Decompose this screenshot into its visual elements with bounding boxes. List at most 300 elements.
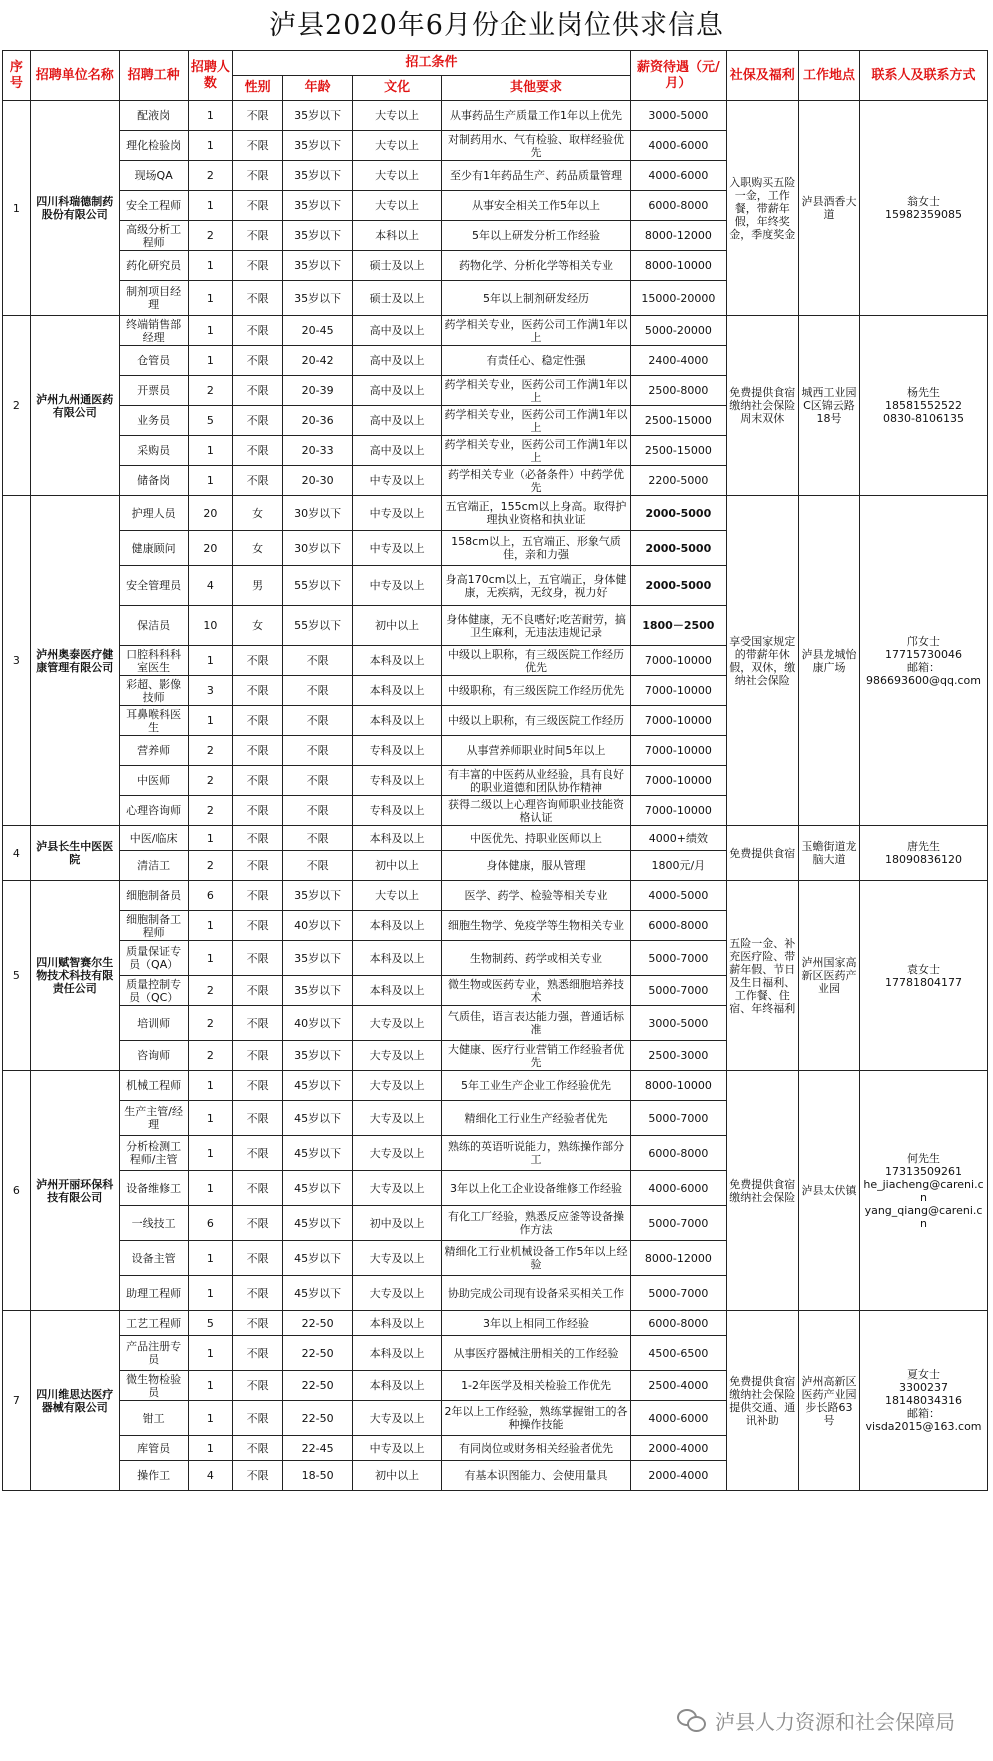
job-cell: 分析检测工程师/主管 bbox=[119, 1136, 188, 1171]
job-cell: 库管员 bbox=[119, 1436, 188, 1461]
edu-cell: 初中以上 bbox=[353, 1461, 442, 1491]
count-cell: 1 bbox=[188, 1171, 232, 1206]
count-cell: 2 bbox=[188, 796, 232, 826]
header-company: 招聘单位名称 bbox=[30, 51, 119, 101]
benefits-cell: 免费提供食宿 缴纳社会保险 bbox=[726, 1071, 798, 1311]
salary-cell: 15000-20000 bbox=[631, 281, 727, 316]
job-cell: 微生物检验员 bbox=[119, 1371, 188, 1401]
edu-cell: 本科及以上 bbox=[353, 1336, 442, 1371]
count-cell: 1 bbox=[188, 941, 232, 976]
location-cell: 玉蟾街道龙脑大道 bbox=[798, 826, 859, 881]
age-cell: 不限 bbox=[283, 826, 353, 851]
count-cell: 1 bbox=[188, 1336, 232, 1371]
age-cell: 20-30 bbox=[283, 466, 353, 496]
company-cell: 泸州开丽环保科技有限公司 bbox=[30, 1071, 119, 1311]
gender-cell: 女 bbox=[233, 606, 283, 646]
job-cell: 业务员 bbox=[119, 406, 188, 436]
seq-cell: 3 bbox=[3, 496, 31, 826]
job-cell: 配液岗 bbox=[119, 101, 188, 131]
edu-cell: 本科及以上 bbox=[353, 646, 442, 676]
requirement-cell: 精细化工行业机械设备工作5年以上经验 bbox=[442, 1241, 631, 1276]
gender-cell: 不限 bbox=[233, 1311, 283, 1336]
salary-cell: 2000-5000 bbox=[631, 566, 727, 606]
edu-cell: 大专以上 bbox=[353, 881, 442, 911]
salary-cell: 8000-10000 bbox=[631, 251, 727, 281]
job-cell: 细胞制备工程师 bbox=[119, 911, 188, 941]
job-cell: 终端销售部经理 bbox=[119, 316, 188, 346]
count-cell: 1 bbox=[188, 251, 232, 281]
benefits-cell: 享受国家规定的带薪年休假，双休，缴纳社会保险 bbox=[726, 496, 798, 826]
age-cell: 22-50 bbox=[283, 1336, 353, 1371]
requirement-cell: 气质佳，语言表达能力强，普通话标准 bbox=[442, 1006, 631, 1041]
job-cell: 仓管员 bbox=[119, 346, 188, 376]
edu-cell: 本科及以上 bbox=[353, 826, 442, 851]
age-cell: 40岁以下 bbox=[283, 1006, 353, 1041]
salary-cell: 7000-10000 bbox=[631, 706, 727, 736]
edu-cell: 大专以上 bbox=[353, 191, 442, 221]
salary-cell: 7000-10000 bbox=[631, 736, 727, 766]
gender-cell: 不限 bbox=[233, 706, 283, 736]
count-cell: 2 bbox=[188, 766, 232, 796]
edu-cell: 高中及以上 bbox=[353, 406, 442, 436]
requirement-cell: 3年以上化工企业设备维修工作经验 bbox=[442, 1171, 631, 1206]
gender-cell: 不限 bbox=[233, 1136, 283, 1171]
job-cell: 口腔科科科室医生 bbox=[119, 646, 188, 676]
age-cell: 45岁以下 bbox=[283, 1171, 353, 1206]
salary-cell: 2000-5000 bbox=[631, 496, 727, 531]
requirement-cell: 药学相关专业，医药公司工作满1年以上 bbox=[442, 436, 631, 466]
salary-cell: 2000-4000 bbox=[631, 1436, 727, 1461]
edu-cell: 大专以上 bbox=[353, 131, 442, 161]
requirement-cell: 大健康、医疗行业营销工作经验者优先 bbox=[442, 1041, 631, 1071]
salary-cell: 8000-10000 bbox=[631, 1071, 727, 1101]
age-cell: 22-50 bbox=[283, 1371, 353, 1401]
gender-cell: 不限 bbox=[233, 1371, 283, 1401]
age-cell: 35岁以下 bbox=[283, 251, 353, 281]
job-cell: 彩超、影像技师 bbox=[119, 676, 188, 706]
edu-cell: 高中及以上 bbox=[353, 316, 442, 346]
count-cell: 2 bbox=[188, 1006, 232, 1041]
job-cell: 质量保证专员（QA） bbox=[119, 941, 188, 976]
salary-cell: 4000-6000 bbox=[631, 1171, 727, 1206]
edu-cell: 初中及以上 bbox=[353, 1206, 442, 1241]
count-cell: 1 bbox=[188, 436, 232, 466]
requirement-cell: 药学相关专业，医药公司工作满1年以上 bbox=[442, 376, 631, 406]
count-cell: 1 bbox=[188, 911, 232, 941]
edu-cell: 大专以上 bbox=[353, 161, 442, 191]
edu-cell: 中专及以上 bbox=[353, 1436, 442, 1461]
edu-cell: 专科及以上 bbox=[353, 796, 442, 826]
requirement-cell: 药物化学、分析化学等相关专业 bbox=[442, 251, 631, 281]
job-cell: 安全工程师 bbox=[119, 191, 188, 221]
count-cell: 1 bbox=[188, 1371, 232, 1401]
requirement-cell: 从事营养师职业时间5年以上 bbox=[442, 736, 631, 766]
age-cell: 35岁以下 bbox=[283, 941, 353, 976]
job-cell: 清洁工 bbox=[119, 851, 188, 881]
age-cell: 35岁以下 bbox=[283, 101, 353, 131]
salary-cell: 8000-12000 bbox=[631, 1241, 727, 1276]
age-cell: 不限 bbox=[283, 706, 353, 736]
salary-cell: 5000-7000 bbox=[631, 1276, 727, 1311]
age-cell: 不限 bbox=[283, 796, 353, 826]
edu-cell: 大专及以上 bbox=[353, 1101, 442, 1136]
count-cell: 5 bbox=[188, 406, 232, 436]
job-cell: 理化检验岗 bbox=[119, 131, 188, 161]
salary-cell: 3000-5000 bbox=[631, 101, 727, 131]
salary-cell: 5000-7000 bbox=[631, 1206, 727, 1241]
gender-cell: 不限 bbox=[233, 976, 283, 1006]
job-cell: 机械工程师 bbox=[119, 1071, 188, 1101]
benefits-cell: 免费提供食宿 缴纳社会保险 提供交通、通讯补助 bbox=[726, 1311, 798, 1491]
gender-cell: 不限 bbox=[233, 1461, 283, 1491]
job-cell: 生产主管/经理 bbox=[119, 1101, 188, 1136]
company-cell: 四川科瑞德制药股份有限公司 bbox=[30, 101, 119, 316]
age-cell: 45岁以下 bbox=[283, 1101, 353, 1136]
count-cell: 2 bbox=[188, 1041, 232, 1071]
salary-cell: 4500-6500 bbox=[631, 1336, 727, 1371]
edu-cell: 中专及以上 bbox=[353, 496, 442, 531]
count-cell: 2 bbox=[188, 161, 232, 191]
requirement-cell: 有基本识图能力、会使用量具 bbox=[442, 1461, 631, 1491]
gender-cell: 不限 bbox=[233, 766, 283, 796]
job-cell: 中医师 bbox=[119, 766, 188, 796]
count-cell: 4 bbox=[188, 1461, 232, 1491]
requirement-cell: 有责任心、稳定性强 bbox=[442, 346, 631, 376]
job-cell: 操作工 bbox=[119, 1461, 188, 1491]
table-row bbox=[3, 1071, 988, 1101]
header-job: 招聘工种 bbox=[119, 51, 188, 101]
count-cell: 20 bbox=[188, 531, 232, 566]
requirement-cell: 5年以上制剂研发经历 bbox=[442, 281, 631, 316]
count-cell: 1 bbox=[188, 1071, 232, 1101]
gender-cell: 不限 bbox=[233, 1171, 283, 1206]
requirement-cell: 生物制药、药学或相关专业 bbox=[442, 941, 631, 976]
age-cell: 18-50 bbox=[283, 1461, 353, 1491]
salary-cell: 5000-7000 bbox=[631, 941, 727, 976]
job-cell: 高级分析工程师 bbox=[119, 221, 188, 251]
job-cell: 助理工程师 bbox=[119, 1276, 188, 1311]
seq-cell: 6 bbox=[3, 1071, 31, 1311]
gender-cell: 不限 bbox=[233, 851, 283, 881]
requirement-cell: 1-2年医学及相关检验工作优先 bbox=[442, 1371, 631, 1401]
age-cell: 20-42 bbox=[283, 346, 353, 376]
header-gender: 性别 bbox=[233, 76, 283, 101]
header-salary: 薪资待遇（元/月） bbox=[631, 51, 727, 101]
count-cell: 1 bbox=[188, 101, 232, 131]
gender-cell: 不限 bbox=[233, 826, 283, 851]
edu-cell: 大专及以上 bbox=[353, 1171, 442, 1206]
requirement-cell: 从事药品生产质量工作1年以上优先 bbox=[442, 101, 631, 131]
table-row bbox=[3, 496, 988, 531]
job-table bbox=[2, 50, 988, 1491]
edu-cell: 专科及以上 bbox=[353, 736, 442, 766]
age-cell: 20-45 bbox=[283, 316, 353, 346]
salary-cell: 6000-8000 bbox=[631, 1136, 727, 1171]
salary-cell: 6000-8000 bbox=[631, 191, 727, 221]
location-cell: 泸州高新区医药产业园步长路63号 bbox=[798, 1311, 859, 1491]
benefits-cell: 入职购买五险一金，工作餐，带薪年假，年终奖金，季度奖金 bbox=[726, 101, 798, 316]
count-cell: 5 bbox=[188, 1311, 232, 1336]
age-cell: 35岁以下 bbox=[283, 976, 353, 1006]
requirement-cell: 药学相关专业，医药公司工作满1年以上 bbox=[442, 316, 631, 346]
age-cell: 35岁以下 bbox=[283, 191, 353, 221]
age-cell: 45岁以下 bbox=[283, 1241, 353, 1276]
job-cell: 心理咨询师 bbox=[119, 796, 188, 826]
edu-cell: 大专及以上 bbox=[353, 1241, 442, 1276]
salary-cell: 2000-4000 bbox=[631, 1461, 727, 1491]
gender-cell: 不限 bbox=[233, 221, 283, 251]
table-row bbox=[3, 826, 988, 851]
requirement-cell: 细胞生物学、免疫学等生物相关专业 bbox=[442, 911, 631, 941]
gender-cell: 不限 bbox=[233, 316, 283, 346]
contact-cell: 何先生 17313509261 he_jiacheng@careni.cn yang_qiang@careni.cn bbox=[860, 1071, 988, 1311]
gender-cell: 不限 bbox=[233, 1401, 283, 1436]
count-cell: 6 bbox=[188, 1206, 232, 1241]
location-cell: 城西工业园C区锦云路18号 bbox=[798, 316, 859, 496]
edu-cell: 本科及以上 bbox=[353, 676, 442, 706]
job-cell: 药化研究员 bbox=[119, 251, 188, 281]
gender-cell: 不限 bbox=[233, 1101, 283, 1136]
company-cell: 泸州九州通医药有限公司 bbox=[30, 316, 119, 496]
edu-cell: 高中及以上 bbox=[353, 346, 442, 376]
edu-cell: 中专及以上 bbox=[353, 466, 442, 496]
count-cell: 1 bbox=[188, 281, 232, 316]
requirement-cell: 5年工业生产企业工作经验优先 bbox=[442, 1071, 631, 1101]
gender-cell: 男 bbox=[233, 566, 283, 606]
edu-cell: 大专以上 bbox=[353, 101, 442, 131]
salary-cell: 4000-6000 bbox=[631, 161, 727, 191]
salary-cell: 7000-10000 bbox=[631, 796, 727, 826]
requirement-cell: 微生物或医药专业，熟悉细胞培养技术 bbox=[442, 976, 631, 1006]
age-cell: 不限 bbox=[283, 676, 353, 706]
requirement-cell: 有化工厂经验，熟悉反应釜等设备操作方法 bbox=[442, 1206, 631, 1241]
requirement-cell: 中医优先、持职业医师以上 bbox=[442, 826, 631, 851]
edu-cell: 本科及以上 bbox=[353, 1311, 442, 1336]
salary-cell: 6000-8000 bbox=[631, 1311, 727, 1336]
location-cell: 泸县龙城怡康广场 bbox=[798, 496, 859, 826]
location-cell: 泸州国家高新区医药产业园 bbox=[798, 881, 859, 1071]
salary-cell: 2400-4000 bbox=[631, 346, 727, 376]
salary-cell: 8000-12000 bbox=[631, 221, 727, 251]
age-cell: 35岁以下 bbox=[283, 221, 353, 251]
edu-cell: 大专及以上 bbox=[353, 1006, 442, 1041]
count-cell: 1 bbox=[188, 1401, 232, 1436]
benefits-cell: 免费提供食宿 缴纳社会保险 周末双休 bbox=[726, 316, 798, 496]
header-seq: 序号 bbox=[3, 51, 31, 101]
salary-cell: 2200-5000 bbox=[631, 466, 727, 496]
gender-cell: 不限 bbox=[233, 1206, 283, 1241]
count-cell: 1 bbox=[188, 1101, 232, 1136]
edu-cell: 大专及以上 bbox=[353, 1401, 442, 1436]
count-cell: 2 bbox=[188, 851, 232, 881]
edu-cell: 本科及以上 bbox=[353, 941, 442, 976]
header-edu: 文化 bbox=[353, 76, 442, 101]
seq-cell: 2 bbox=[3, 316, 31, 496]
header-benefits: 社保及福利 bbox=[726, 51, 798, 101]
table-row bbox=[3, 881, 988, 911]
table-row bbox=[3, 316, 988, 346]
age-cell: 35岁以下 bbox=[283, 161, 353, 191]
requirement-cell: 协助完成公司现有设备采买相关工作 bbox=[442, 1276, 631, 1311]
age-cell: 35岁以下 bbox=[283, 881, 353, 911]
company-cell: 四川赋智赛尔生物技术科技有限责任公司 bbox=[30, 881, 119, 1071]
job-cell: 产品注册专员 bbox=[119, 1336, 188, 1371]
edu-cell: 高中及以上 bbox=[353, 376, 442, 406]
count-cell: 2 bbox=[188, 976, 232, 1006]
job-cell: 工艺工程师 bbox=[119, 1311, 188, 1336]
count-cell: 1 bbox=[188, 1136, 232, 1171]
age-cell: 20-33 bbox=[283, 436, 353, 466]
age-cell: 45岁以下 bbox=[283, 1206, 353, 1241]
salary-cell: 7000-10000 bbox=[631, 766, 727, 796]
contact-cell: 夏女士 3300237 18148034316 邮箱： visda2015@163.com bbox=[860, 1311, 988, 1491]
gender-cell: 不限 bbox=[233, 796, 283, 826]
salary-cell: 2500-3000 bbox=[631, 1041, 727, 1071]
salary-cell: 2500-4000 bbox=[631, 1371, 727, 1401]
gender-cell: 不限 bbox=[233, 191, 283, 221]
salary-cell: 7000-10000 bbox=[631, 646, 727, 676]
job-cell: 开票员 bbox=[119, 376, 188, 406]
salary-cell: 6000-8000 bbox=[631, 911, 727, 941]
location-cell: 泸县太伏镇 bbox=[798, 1071, 859, 1311]
gender-cell: 不限 bbox=[233, 881, 283, 911]
table-row bbox=[3, 101, 988, 131]
gender-cell: 不限 bbox=[233, 101, 283, 131]
requirement-cell: 身体健康，服从管理 bbox=[442, 851, 631, 881]
gender-cell: 女 bbox=[233, 531, 283, 566]
table-row bbox=[3, 1311, 988, 1336]
requirement-cell: 158cm以上，五官端正、形象气质佳，亲和力强 bbox=[442, 531, 631, 566]
header-age: 年龄 bbox=[283, 76, 353, 101]
job-cell: 培训师 bbox=[119, 1006, 188, 1041]
watermark-text: 泸县人力资源和社会保障局 bbox=[715, 1710, 955, 1734]
requirement-cell: 精细化工行业生产经验者优先 bbox=[442, 1101, 631, 1136]
age-cell: 55岁以下 bbox=[283, 566, 353, 606]
age-cell: 22-50 bbox=[283, 1311, 353, 1336]
count-cell: 2 bbox=[188, 221, 232, 251]
edu-cell: 本科以上 bbox=[353, 221, 442, 251]
job-cell: 咨询师 bbox=[119, 1041, 188, 1071]
age-cell: 35岁以下 bbox=[283, 281, 353, 316]
salary-cell: 4000-6000 bbox=[631, 131, 727, 161]
age-cell: 20-39 bbox=[283, 376, 353, 406]
job-cell: 储备岗 bbox=[119, 466, 188, 496]
benefits-cell: 免费提供食宿 bbox=[726, 826, 798, 881]
requirement-cell: 中级以上职称，有三级医院工作经历 bbox=[442, 706, 631, 736]
requirement-cell: 3年以上相同工作经验 bbox=[442, 1311, 631, 1336]
count-cell: 10 bbox=[188, 606, 232, 646]
header-contact: 联系人及联系方式 bbox=[860, 51, 988, 101]
count-cell: 1 bbox=[188, 1436, 232, 1461]
job-cell: 现场QA bbox=[119, 161, 188, 191]
seq-cell: 5 bbox=[3, 881, 31, 1071]
requirement-cell: 药学相关专业（必备条件）中药学优先 bbox=[442, 466, 631, 496]
gender-cell: 不限 bbox=[233, 406, 283, 436]
header-count: 招聘人数 bbox=[188, 51, 232, 101]
page-title: 泸县2020年6月份企业岗位供求信息 bbox=[269, 10, 724, 41]
job-cell: 营养师 bbox=[119, 736, 188, 766]
job-cell: 采购员 bbox=[119, 436, 188, 466]
header-conditions: 招工条件 bbox=[233, 51, 631, 76]
salary-cell: 5000-7000 bbox=[631, 1101, 727, 1136]
requirement-cell: 熟练的英语听说能力，熟练操作部分工 bbox=[442, 1136, 631, 1171]
requirement-cell: 身体健康，无不良嗜好;吃苦耐劳，搞卫生麻利，无违法违规记录 bbox=[442, 606, 631, 646]
salary-cell: 1800－2500 bbox=[631, 606, 727, 646]
edu-cell: 中专及以上 bbox=[353, 566, 442, 606]
count-cell: 1 bbox=[188, 706, 232, 736]
job-cell: 中医/临床 bbox=[119, 826, 188, 851]
count-cell: 1 bbox=[188, 466, 232, 496]
requirement-cell: 中级职称，有三级医院工作经历优先 bbox=[442, 676, 631, 706]
header-location: 工作地点 bbox=[798, 51, 859, 101]
job-cell: 健康顾问 bbox=[119, 531, 188, 566]
gender-cell: 不限 bbox=[233, 1276, 283, 1311]
count-cell: 3 bbox=[188, 676, 232, 706]
gender-cell: 不限 bbox=[233, 436, 283, 466]
edu-cell: 硕士及以上 bbox=[353, 281, 442, 316]
edu-cell: 大专及以上 bbox=[353, 1276, 442, 1311]
job-cell: 制剂项目经理 bbox=[119, 281, 188, 316]
edu-cell: 初中以上 bbox=[353, 851, 442, 881]
requirement-cell: 身高170cm以上，五官端正，身体健康，无疾病，无纹身，视力好 bbox=[442, 566, 631, 606]
job-cell: 设备主管 bbox=[119, 1241, 188, 1276]
count-cell: 1 bbox=[188, 131, 232, 161]
gender-cell: 不限 bbox=[233, 676, 283, 706]
age-cell: 22-50 bbox=[283, 1401, 353, 1436]
count-cell: 4 bbox=[188, 566, 232, 606]
edu-cell: 中专及以上 bbox=[353, 531, 442, 566]
count-cell: 20 bbox=[188, 496, 232, 531]
edu-cell: 大专及以上 bbox=[353, 1136, 442, 1171]
edu-cell: 专科及以上 bbox=[353, 766, 442, 796]
table-header bbox=[3, 51, 988, 101]
gender-cell: 不限 bbox=[233, 346, 283, 376]
age-cell: 45岁以下 bbox=[283, 1071, 353, 1101]
edu-cell: 本科及以上 bbox=[353, 706, 442, 736]
edu-cell: 本科及以上 bbox=[353, 911, 442, 941]
gender-cell: 不限 bbox=[233, 1241, 283, 1276]
gender-cell: 不限 bbox=[233, 941, 283, 976]
job-cell: 细胞制备员 bbox=[119, 881, 188, 911]
requirement-cell: 有丰富的中医药从业经验，具有良好的职业道德和团队协作精神 bbox=[442, 766, 631, 796]
count-cell: 1 bbox=[188, 646, 232, 676]
edu-cell: 大专及以上 bbox=[353, 1071, 442, 1101]
company-cell: 泸州奥泰医疗健康管理有限公司 bbox=[30, 496, 119, 826]
requirement-cell: 5年以上研发分析工作经验 bbox=[442, 221, 631, 251]
requirement-cell: 中级以上职称，有三级医院工作经历优先 bbox=[442, 646, 631, 676]
seq-cell: 7 bbox=[3, 1311, 31, 1491]
gender-cell: 不限 bbox=[233, 161, 283, 191]
edu-cell: 大专及以上 bbox=[353, 1041, 442, 1071]
age-cell: 不限 bbox=[283, 736, 353, 766]
age-cell: 35岁以下 bbox=[283, 1041, 353, 1071]
requirement-cell: 2年以上工作经验，熟练掌握钳工的各种操作技能 bbox=[442, 1401, 631, 1436]
count-cell: 1 bbox=[188, 346, 232, 376]
gender-cell: 不限 bbox=[233, 281, 283, 316]
age-cell: 45岁以下 bbox=[283, 1136, 353, 1171]
count-cell: 1 bbox=[188, 191, 232, 221]
salary-cell: 4000-6000 bbox=[631, 1401, 727, 1436]
age-cell: 22-45 bbox=[283, 1436, 353, 1461]
requirement-cell: 药学相关专业，医药公司工作满1年以上 bbox=[442, 406, 631, 436]
gender-cell: 不限 bbox=[233, 131, 283, 161]
location-cell: 泸县酒香大道 bbox=[798, 101, 859, 316]
requirement-cell: 医学、药学、检验等相关专业 bbox=[442, 881, 631, 911]
wechat-icon bbox=[677, 1709, 707, 1733]
job-cell: 安全管理员 bbox=[119, 566, 188, 606]
company-cell: 泸县长生中医医院 bbox=[30, 826, 119, 881]
job-cell: 保洁员 bbox=[119, 606, 188, 646]
